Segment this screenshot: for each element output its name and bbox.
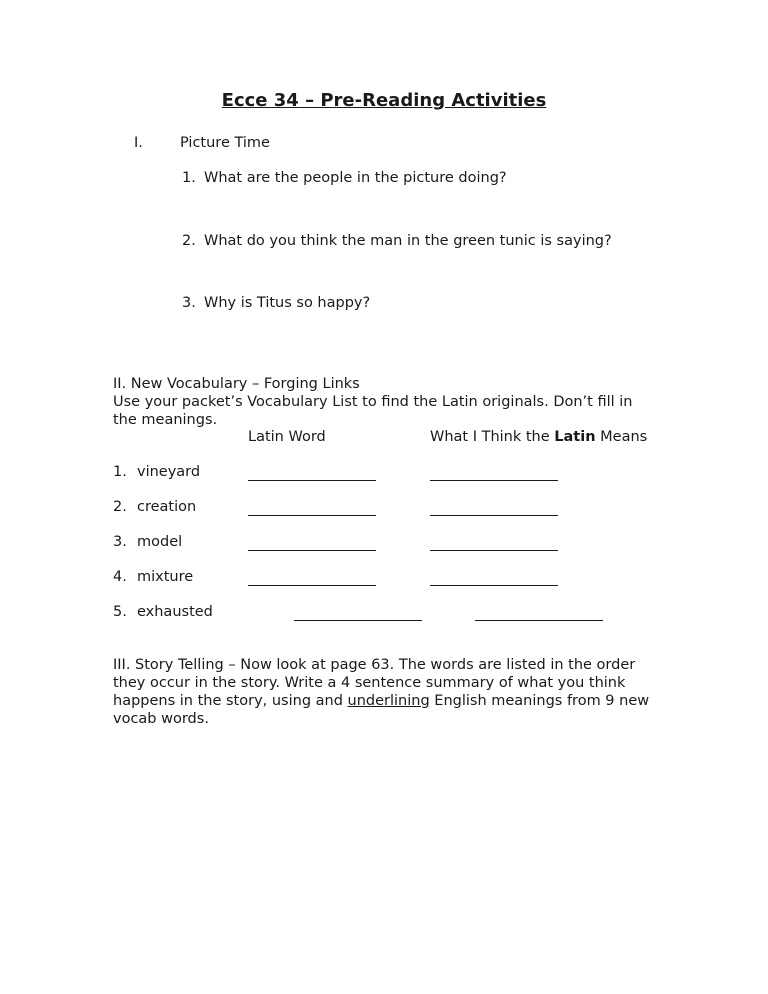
question-3-text: Why is Titus so happy? [204,295,371,311]
vocab-4-word: mixture [137,569,194,585]
question-1-text: What are the people in the picture doing? [204,170,507,186]
column-header-meaning-bold: Latin [554,429,596,445]
section-2-instructions: Use your packet’s Vocabulary List to find the Latin originals. Don’t fill in the meanings. [113,394,633,428]
vocab-5-latin-blank[interactable] [294,620,422,621]
vocab-4-latin-blank[interactable] [248,585,376,586]
vocab-1-word: vineyard [137,464,201,480]
section-3-paragraph [113,656,658,728]
column-header-meaning [430,428,647,446]
vocab-1-latin-blank[interactable] [248,480,376,481]
section-3-underlined-word: underlining [347,693,430,709]
question-3-number: 3. [182,295,196,311]
vocab-3-latin-blank[interactable] [248,550,376,551]
section-3-text-start: III. Story Telling – Now look at page 63. The words are listed in the order they occur in the story. Write a 4 sentence summary of what you think happens in the story, using and [113,657,636,709]
vocab-5-meaning-blank[interactable] [475,620,603,621]
vocab-4-number: 4. [113,569,127,585]
vocab-1-meaning-blank[interactable] [430,480,558,481]
question-2-number: 2. [182,233,196,249]
vocab-3-meaning-blank[interactable] [430,550,558,551]
question-2-text: What do you think the man in the green tunic is saying? [204,233,612,249]
column-header-meaning-end: Means [595,429,648,445]
vocab-4-meaning-blank[interactable] [430,585,558,586]
vocab-5-word: exhausted [137,604,213,620]
vocab-2-latin-blank[interactable] [248,515,376,516]
vocab-3-word: model [137,534,183,550]
vocab-1-number: 1. [113,464,127,480]
column-header-latin-word: Latin Word [248,429,326,445]
question-1-number: 1. [182,170,196,186]
vocab-2-word: creation [137,499,197,515]
section-3-text-end: English meanings from 9 new vocab words. [113,693,650,727]
column-header-meaning-start: What I Think the [430,429,555,445]
vocab-2-number: 2. [113,499,127,515]
section-2-heading: II. New Vocabulary – Forging Links [113,376,360,392]
vocab-3-number: 3. [113,534,127,550]
section-1-heading: Picture Time [180,135,270,151]
vocab-5-number: 5. [113,604,127,620]
page-title: Ecce 34 – Pre-Reading Activities [221,90,547,111]
section-1-numeral: I. [134,135,143,151]
vocab-2-meaning-blank[interactable] [430,515,558,516]
